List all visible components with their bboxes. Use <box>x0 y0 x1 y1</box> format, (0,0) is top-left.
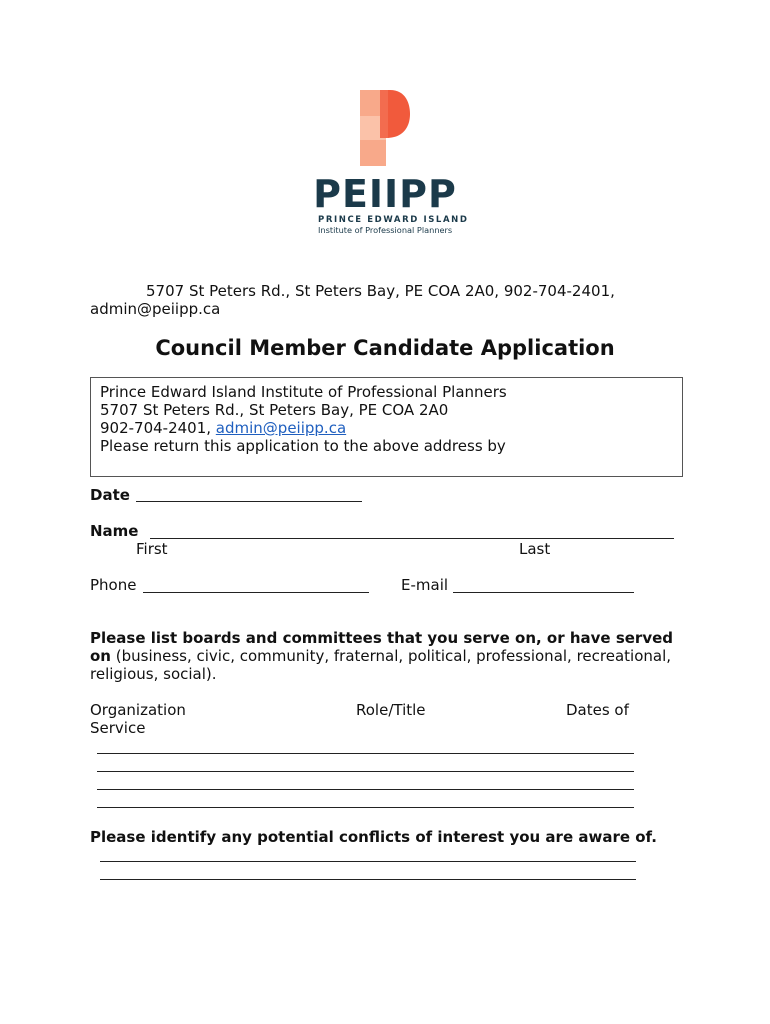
logo-wordmark: PEIIPP <box>313 172 457 216</box>
info-box-phone: 902-704-2401, <box>100 419 216 437</box>
logo-subtitle-province: PRINCE EDWARD ISLAND <box>318 215 469 225</box>
date-label: Date <box>90 486 130 504</box>
first-name-label: First <box>136 540 168 558</box>
logo-p-bowl <box>386 90 410 138</box>
boards-prompt-line-3: religious, social). <box>90 665 217 683</box>
boards-prompt-examples: (business, civic, community, fraternal, political, professional, recreational, <box>110 647 672 665</box>
info-box-email-link[interactable]: admin@peiipp.ca <box>215 419 347 437</box>
boards-prompt-on: on <box>90 647 111 665</box>
info-box-address: 5707 St Peters Rd., St Peters Bay, PE COA 2A0 <box>100 401 449 419</box>
conflicts-entry-line-1[interactable] <box>100 861 636 862</box>
boards-entry-line-1[interactable] <box>97 753 634 754</box>
info-box-contact <box>100 419 346 437</box>
logo-p-overlap <box>380 90 388 138</box>
boards-entry-line-2[interactable] <box>97 771 634 772</box>
boards-prompt-line-1: Please list boards and committees that you serve on, or have served <box>90 629 674 647</box>
email-label: E-mail <box>401 576 449 594</box>
column-organization: Organization <box>90 701 186 719</box>
phone-field[interactable] <box>143 592 369 593</box>
boards-prompt-line-2 <box>90 647 671 665</box>
date-field[interactable] <box>136 501 362 502</box>
column-dates-of: Dates of <box>566 701 629 719</box>
phone-label: Phone <box>90 576 137 594</box>
column-service: Service <box>90 719 146 737</box>
boards-entry-line-4[interactable] <box>97 807 634 808</box>
page-title: Council Member Candidate Application <box>155 336 615 360</box>
conflicts-prompt: Please identify any potential conflicts of interest you are aware of. <box>90 828 657 846</box>
address-line-1: 5707 St Peters Rd., St Peters Bay, PE COA 2A0, 902-704-2401, <box>146 282 615 300</box>
email-field[interactable] <box>453 592 634 593</box>
address-line-2: admin@peiipp.ca <box>90 300 221 318</box>
last-name-label: Last <box>519 540 551 558</box>
column-role-title: Role/Title <box>356 701 426 719</box>
boards-entry-line-3[interactable] <box>97 789 634 790</box>
logo-p-mark-icon <box>356 88 414 168</box>
logo-subtitle-institute: Institute of Professional Planners <box>318 225 453 235</box>
name-field[interactable] <box>150 538 674 539</box>
info-box-institute: Prince Edward Island Institute of Professional Planners <box>100 383 507 401</box>
conflicts-entry-line-2[interactable] <box>100 879 636 880</box>
name-label: Name <box>90 522 139 540</box>
info-box-return-note: Please return this application to the above address by <box>100 437 506 455</box>
